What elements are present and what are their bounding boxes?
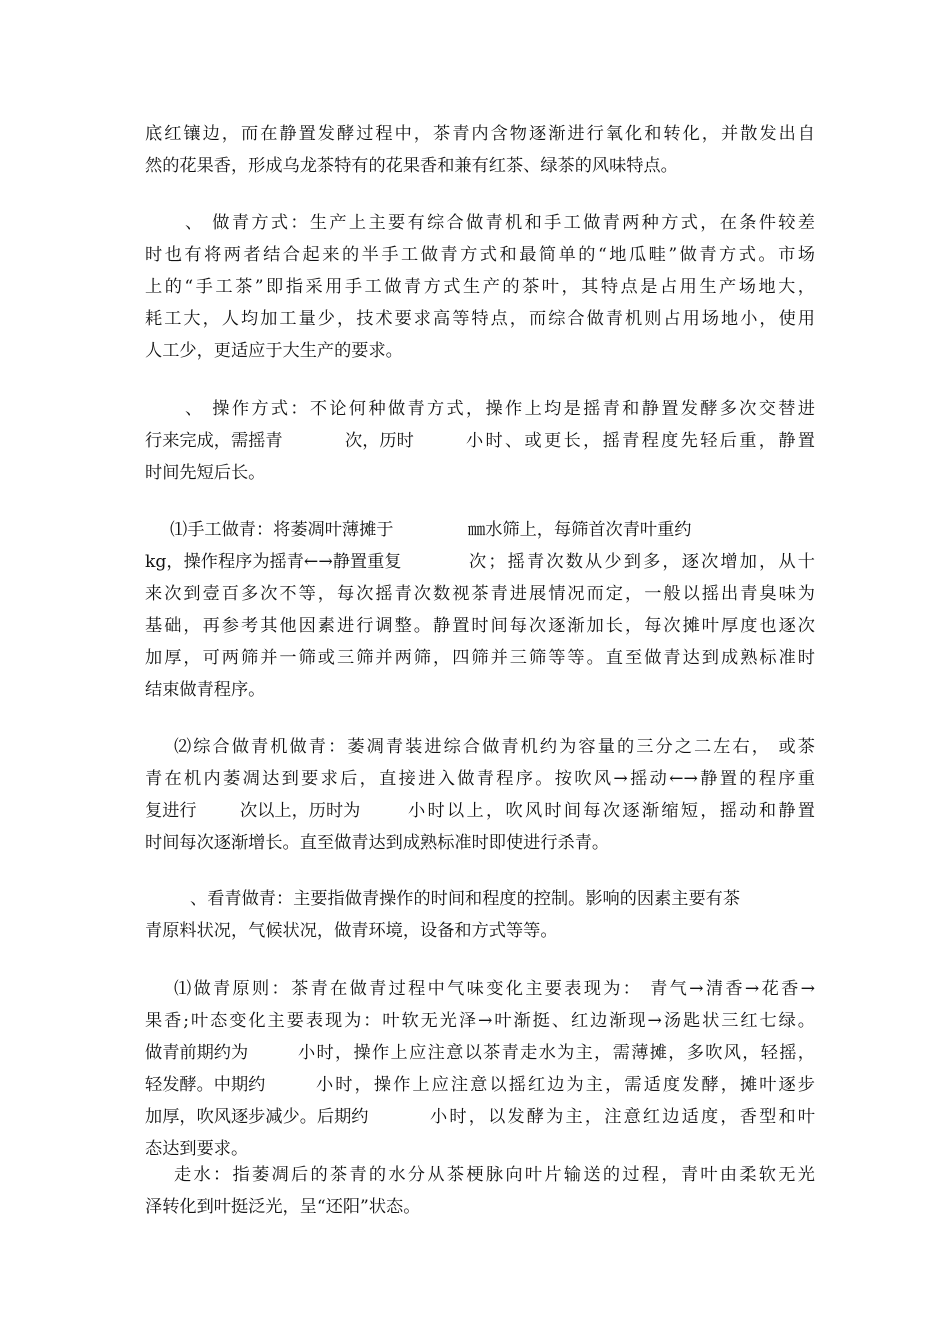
paragraph-7-line-4-part-1: 轻发酵。中期约: [145, 1075, 266, 1095]
paragraph-4-line-1-part-1: ⑴手工做青：将萎凋叶薄摊于: [170, 520, 394, 540]
paragraph-4-line-6: 结束做青程序。: [145, 680, 266, 700]
paragraph-7-line-2: 果香;叶态变化主要表现为：叶软无光泽→叶渐挺、红边渐现→汤匙状三红七绿。: [145, 1011, 815, 1031]
paragraph-7-line-1: ⑴做青原则：茶青在做青过程中气味变化主要表现为： 青气→清香→花香→: [174, 979, 815, 999]
paragraph-1-line-2: 然的花果香，形成乌龙茶特有的花果香和兼有红茶、绿茶的风味特点。: [145, 156, 678, 176]
paragraph-7-line-5-part-1: 加厚，吹风逐步减少。后期约: [145, 1107, 369, 1127]
paragraph-5-line-1: ⑵综合做青机做青：萎凋青装进综合做青机约为容量的三分之二左右， 或茶: [174, 737, 815, 757]
paragraph-7-line-5-part-2: 小时，以发酵为主，注意红边适度，香型和叶: [430, 1107, 815, 1127]
paragraph-3-line-1: 、 操作方式：不论何种做青方式，操作上均是摇青和静置发酵多次交替进: [185, 399, 815, 419]
paragraph-2-line-5: 人工少，更适应于大生产的要求。: [145, 341, 403, 361]
paragraph-7-line-6: 态达到要求。: [145, 1139, 249, 1159]
paragraph-7-line-3-part-2: 小时，操作上应注意以茶青走水为主，需薄摊，多吹风，轻摇，: [298, 1043, 815, 1063]
paragraph-4-line-4: 基础，再参考其他因素进行调整。静置时间每次逐渐加长，每次摊叶厚度也逐次: [145, 616, 815, 636]
paragraph-4-line-2-part-2: 次；摇青次数从少到多，逐次增加，从十: [469, 552, 815, 572]
paragraph-8-line-2: 泽转化到叶挺泛光，呈“还阳”状态。: [145, 1197, 421, 1217]
paragraph-5-line-3-part-1: 复进行: [145, 801, 197, 821]
paragraph-7-line-3-part-1: 做青前期约为: [145, 1043, 249, 1063]
paragraph-5-line-2: 青在机内萎凋达到要求后，直接进入做青程序。按吹风→摇动←→静置的程序重: [145, 769, 815, 789]
paragraph-3-line-2-part-2: 次，历时: [345, 431, 414, 451]
paragraph-6-line-1: 、看青做青：主要指做青操作的时间和程度的控制。影响的因素主要有茶: [190, 889, 741, 909]
paragraph-5-line-3-part-3: 小时以上，吹风时间每次逐渐缩短，摇动和静置: [408, 801, 815, 821]
paragraph-2-line-1: 、 做青方式：生产上主要有综合做青机和手工做青两种方式，在条件较差: [185, 213, 815, 233]
paragraph-6-line-2: 青原料状况，气候状况，做青环境，设备和方式等等。: [145, 921, 558, 941]
paragraph-3-line-3: 时间先短后长。: [145, 463, 266, 483]
paragraph-4-line-1-part-2: ㎜水筛上，每筛首次青叶重约: [468, 520, 692, 540]
paragraph-4-line-3: 来次到壹百多次不等，每次摇青次数视茶青进展情况而定，一般以摇出青臭味为: [145, 584, 815, 604]
paragraph-3-line-2-part-1: 行来完成，需摇青: [145, 431, 283, 451]
paragraph-2-line-4: 耗工大，人均加工量少，技术要求高等特点，而综合做青机则占用场地小，使用: [145, 309, 815, 329]
paragraph-3-line-2-part-3: 小时、或更长，摇青程度先轻后重，静置: [466, 431, 815, 451]
paragraph-5-line-3-part-2: 次以上，历时为: [240, 801, 361, 821]
paragraph-2-line-3: 上的“手工茶”即指采用手工做青方式生产的茶叶，其特点是占用生产场地大，: [145, 277, 815, 297]
paragraph-4-line-2-part-1: kg，操作程序为摇青←→静置重复: [145, 552, 402, 572]
paragraph-2-line-2: 时也有将两者结合起来的半手工做青方式和最简单的“地瓜畦”做青方式。市场: [145, 245, 815, 265]
paragraph-8-line-1: 走水：指萎凋后的茶青的水分从茶梗脉向叶片输送的过程，青叶由柔软无光: [174, 1165, 815, 1185]
paragraph-1-line-1: 底红镶边，而在静置发酵过程中，茶青内含物逐渐进行氧化和转化，并散发出自: [145, 124, 815, 144]
paragraph-7-line-4-part-2: 小时，操作上应注意以摇红边为主，需适度发酵，摊叶逐步: [316, 1075, 815, 1095]
paragraph-4-line-5: 加厚，可两筛并一筛或三筛并两筛，四筛并三筛等等。直至做青达到成熟标准时: [145, 648, 815, 668]
paragraph-5-line-4: 时间每次逐渐增长。直至做青达到成熟标准时即使进行杀青。: [145, 833, 610, 853]
